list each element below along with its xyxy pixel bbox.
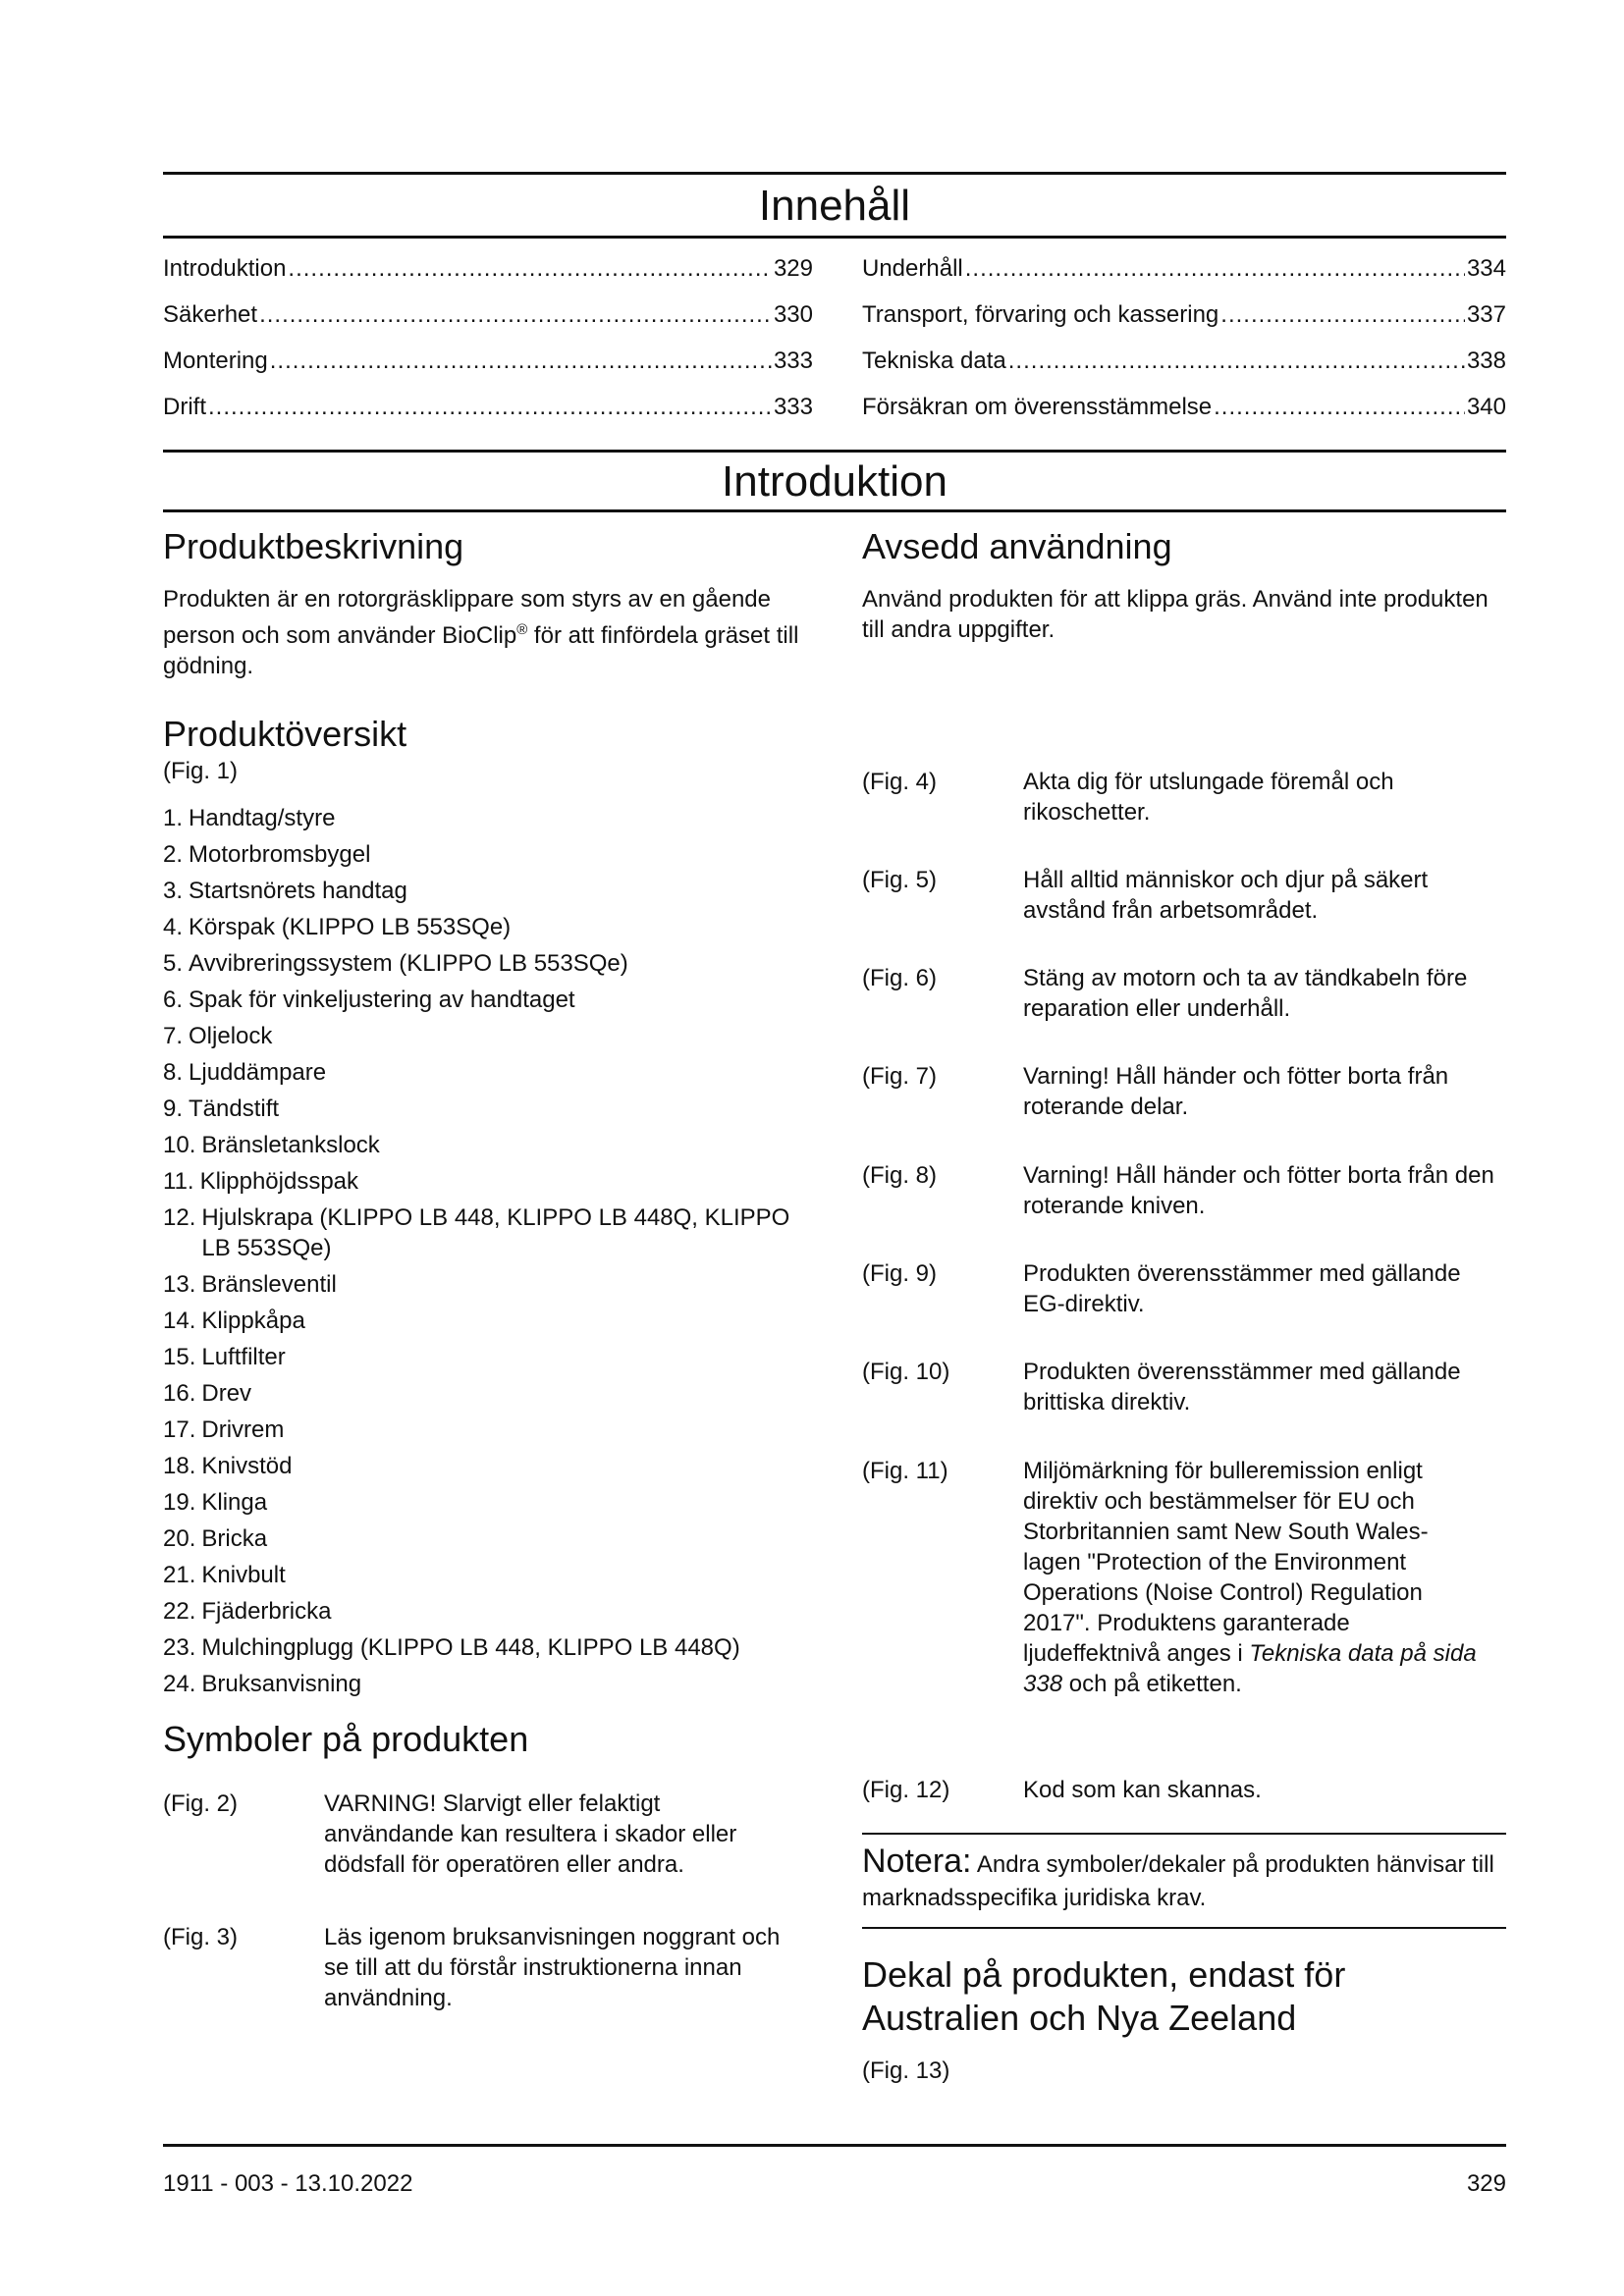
parts-list-item [163,1057,813,1088]
parts-item-number: 13. [163,1271,196,1298]
parts-item-label: Hjulskrapa (KLIPPO LB 448, KLIPPO LB 448Q, KLIPPO LB 553SQe) [201,1204,790,1261]
parts-item-number: 22. [163,1598,196,1625]
parts-item-number: 7. [163,1023,184,1049]
parts-list-item [163,1021,813,1051]
symbols-section [163,1718,813,1761]
parts-item-label: Knivstöd [201,1453,293,1479]
parts-list-item [163,1378,813,1409]
parts-item-label: Körspak (KLIPPO LB 553SQe) [189,914,512,940]
technical-data-link[interactable]: Tekniska data på sida 338 [1023,1640,1477,1697]
symbol-row: (Fig. 10) Produkten överensstämmer med gällande brittiska direktiv. [862,1359,1461,1415]
parts-item-number: 8. [163,1059,184,1086]
product-overview-section [163,713,813,786]
symbol-row: (Fig. 8) Varning! Håll händer och fötter borta från den roterande kniven. [862,1162,1494,1219]
parts-item-label: Knivbult [201,1562,286,1588]
parts-item-label: Klipphöjdsspak [199,1168,359,1195]
parts-item-number: 2. [163,841,184,868]
note-box [862,1833,1506,1929]
decal-heading: Dekal på produkten, endast för Australien och Nya Zeeland [862,1954,1346,2038]
decal-fig-ref: (Fig. 13) [862,2057,950,2084]
parts-list-item [163,803,813,833]
parts-item-label: Handtag/styre [189,805,336,831]
parts-item-label: Ljuddämpare [189,1059,327,1086]
footer-rule [163,2144,1506,2147]
symbol-row: (Fig. 9) Produkten överensstämmer med gällande EG-direktiv. [862,1260,1461,1317]
symbol-row: (Fig. 2) VARNING! Slarvigt eller felaktigt användande kan resultera i skador eller dödsfall för operatören eller andra. [163,1790,737,1878]
parts-item-number: 5. [163,950,184,977]
parts-item-number: 10. [163,1132,196,1158]
symbol-row: (Fig. 6) Stäng av motorn och ta av tändkabeln före reparation eller underhåll. [862,965,1468,1022]
parts-item-number: 4. [163,914,184,940]
parts-item-label: Bränsletankslock [201,1132,380,1158]
parts-list-item [163,1560,813,1590]
parts-item-label: Drivrem [201,1416,285,1443]
parts-list-item [163,1596,813,1627]
parts-item-number: 12. [163,1204,196,1231]
right-symbols-column [862,0,1506,2296]
parts-item-number: 20. [163,1525,196,1552]
parts-list-item [163,1487,813,1518]
note-label: Notera: [862,1842,972,1880]
parts-list-item [163,1415,813,1445]
symbol-row: (Fig. 3) Läs igenom bruksanvisningen noggrant och se till att du förstår instruktionerna innan användning. [163,1924,781,2011]
parts-list-item [163,1632,813,1663]
parts-list-item [163,912,813,942]
parts-list-item [163,948,813,979]
symbol-row: (Fig. 7) Varning! Håll händer och fötter borta från roterande delar. [862,1063,1449,1120]
parts-item-label: Bruksanvisning [201,1671,362,1697]
parts-item-label: Luftfilter [201,1344,286,1370]
parts-list-item [163,1269,813,1300]
toc-left-column [163,245,813,430]
parts-item-label: Mulchingplugg (KLIPPO LB 448, KLIPPO LB 448Q) [201,1634,740,1661]
product-description-heading: Produktbeskrivning [163,526,464,566]
parts-item-number: 24. [163,1671,196,1697]
product-description-section [163,525,813,681]
toc-entry[interactable]: Montering ..... 333 [163,338,813,384]
parts-item-number: 17. [163,1416,196,1443]
footer-page-number: 329 [1466,2170,1506,2197]
symbol-row: (Fig. 4) Akta dig för utslungade föremål och rikoschetter. [862,769,1394,826]
toc-entry[interactable]: Introduktion ..... 329 [163,245,813,292]
parts-item-label: Klinga [201,1489,268,1516]
parts-item-number: 1. [163,805,184,831]
symbol-row: (Fig. 11) Miljömärkning för bulleremission enligt direktiv och bestämmelser för EU och Storbritannien samt New South Wales-lagen "Protection of the Environment Operations (Noise Control) Regulation 2017". Produktens garanterade ljudeffektnivå anges i Tekniska data på sida 338 och på etiketten. [862,1458,1477,1697]
decal-section [862,1953,1506,2086]
parts-list-item [163,1094,813,1124]
parts-item-number: 19. [163,1489,196,1516]
parts-item-number: 3. [163,878,184,904]
parts-list-item [163,1342,813,1372]
manual-page [163,0,1506,2296]
parts-item-number: 23. [163,1634,196,1661]
parts-list-item [163,876,813,906]
toc-entry[interactable]: Försäkran om överensstämmelse ..... 340 [862,384,1506,430]
intended-use-heading: Avsedd användning [862,526,1172,566]
parts-item-label: Klippkåpa [201,1308,305,1334]
toc-entry[interactable]: Underhåll ..... 334 [862,245,1506,292]
parts-item-number: 15. [163,1344,196,1370]
parts-list-item [163,1523,813,1554]
parts-item-label: Spak för vinkeljustering av handtaget [189,987,575,1013]
parts-list-item [163,1166,813,1197]
parts-list-item [163,839,813,870]
parts-item-number: 9. [163,1095,184,1122]
parts-item-number: 18. [163,1453,196,1479]
parts-item-label: Startsnörets handtag [189,878,407,904]
parts-item-label: Motorbromsbygel [189,841,371,868]
product-overview-heading: Produktöversikt [163,714,407,754]
parts-item-label: Bricka [201,1525,268,1552]
parts-item-label: Bränsleventil [201,1271,337,1298]
symbols-heading: Symboler på produkten [163,1719,529,1759]
parts-item-number: 16. [163,1380,196,1407]
parts-list-item [163,1451,813,1481]
toc-title: Innehåll [758,182,911,230]
overview-fig-ref: (Fig. 1) [163,758,239,784]
product-description-text: Produkten är en rotorgräsklippare som styrs av en gående person och som använder BioClip® för att finfördela gräset till gödning. [163,586,799,679]
parts-item-label: Fjäderbricka [201,1598,332,1625]
parts-list-item [163,985,813,1015]
note-text: Andra symboler/dekaler på produkten hänvisar till marknadsspecifika juridiska krav. [862,1851,1494,1911]
parts-item-label: Avvibreringssystem (KLIPPO LB 553SQe) [189,950,628,977]
parts-list-item [163,1669,813,1699]
parts-list-item [163,1130,813,1160]
parts-list-item [163,1306,813,1336]
parts-item-number: 14. [163,1308,196,1334]
toc-entry[interactable]: Tekniska data ..... 338 [862,338,1506,384]
intended-use-text: Använd produkten för att klippa gräs. Använd inte produkten till andra uppgifter. [862,586,1489,643]
parts-item-label: Tändstift [189,1095,280,1122]
toc-entry[interactable]: Säkerhet ..... 330 [163,292,813,338]
parts-item-number: 11. [163,1168,194,1195]
parts-item-label: Drev [201,1380,252,1407]
parts-list-item [163,1202,813,1263]
symbol-row: (Fig. 12) Kod som kan skannas. [862,1777,1262,1803]
symbol-row: (Fig. 5) Håll alltid människor och djur på säkert avstånd från arbetsområdet. [862,867,1429,924]
parts-item-label: Oljelock [189,1023,273,1049]
footer-doc-id: 1911 - 003 - 13.10.2022 [163,2170,413,2197]
toc-entry[interactable]: Transport, förvaring och kassering ..... 337 [862,292,1506,338]
parts-item-number: 21. [163,1562,196,1588]
parts-item-number: 6. [163,987,184,1013]
toc-entry[interactable]: Drift ..... 333 [163,384,813,430]
intro-title: Introduktion [722,457,947,506]
